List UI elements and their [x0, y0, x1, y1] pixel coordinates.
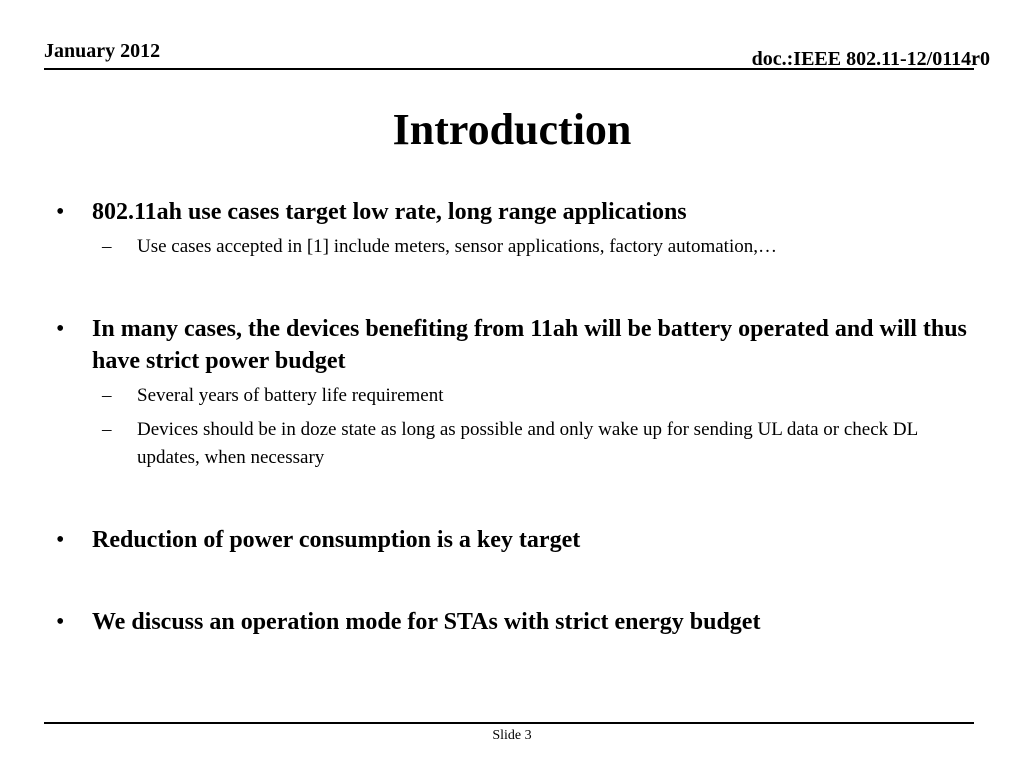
- bullet-item: [56, 313, 976, 472]
- bullet-text: 802.11ah use cases target low rate, long range applications: [92, 199, 687, 225]
- sub-bullet-marker: –: [102, 385, 112, 406]
- sub-bullet-marker: –: [102, 236, 112, 257]
- sub-bullet-item: [92, 416, 976, 472]
- sub-bullet-text: Use cases accepted in [1] include meters, sensor applications, factory automation,…: [137, 236, 777, 257]
- sub-bullet-item: [92, 382, 976, 410]
- footer-divider: [44, 722, 974, 724]
- slide-title: Introduction: [392, 105, 632, 154]
- sub-bullet-text: Devices should be in doze state as long as possible and only wake up for sending UL data or check DL updates, when necessary: [137, 419, 918, 468]
- sub-bullet-list: [92, 233, 976, 261]
- bullet-item: [56, 606, 976, 638]
- header-date: January 2012: [44, 40, 161, 62]
- bullet-marker: •: [56, 527, 65, 553]
- slide-number: Slide 3: [492, 728, 532, 743]
- sub-bullet-list: [92, 382, 976, 472]
- bullet-text: In many cases, the devices benefiting from 11ah will be battery operated and will thus have strict power budget: [92, 316, 967, 374]
- bullet-item: [56, 524, 976, 556]
- bullet-marker: •: [56, 199, 65, 225]
- sub-bullet-item: [92, 233, 976, 261]
- header-divider: [44, 68, 974, 70]
- bullet-item: [56, 196, 976, 261]
- bullet-marker: •: [56, 609, 65, 635]
- sub-bullet-marker: –: [102, 419, 112, 440]
- bullet-list: [56, 196, 976, 638]
- header-doc-id: doc.:IEEE 802.11-12/0114r0: [751, 48, 990, 70]
- bullet-marker: •: [56, 316, 65, 342]
- sub-bullet-text: Several years of battery life requirement: [137, 385, 444, 406]
- bullet-text: Reduction of power consumption is a key target: [92, 527, 581, 553]
- bullet-text: We discuss an operation mode for STAs with strict energy budget: [92, 609, 761, 635]
